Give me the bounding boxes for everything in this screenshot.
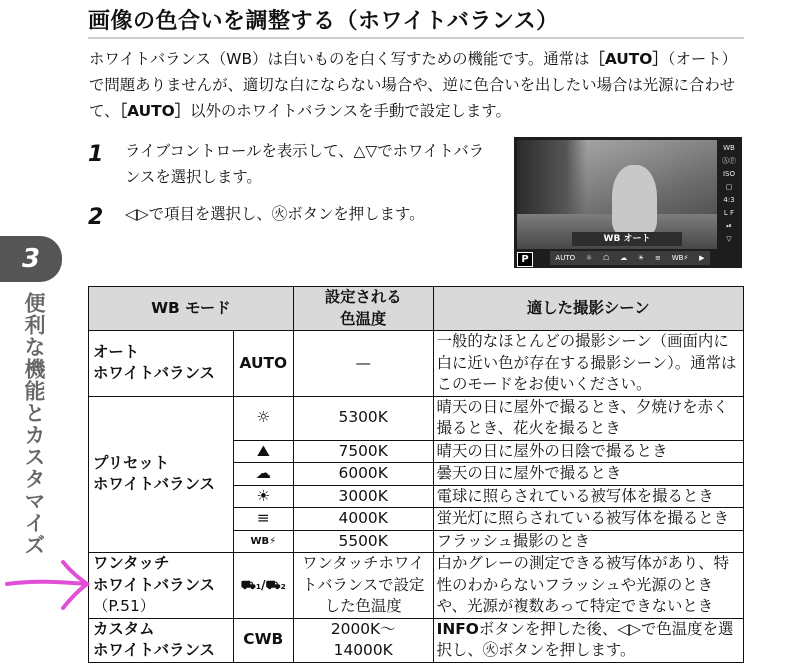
camera-icon: ⒶⒻ (722, 157, 736, 165)
scene-cell: フラッシュ撮影のとき (433, 530, 743, 553)
camera-wb-caption: WB オート (572, 232, 682, 246)
sunny-icon: ☼ (233, 396, 293, 440)
shade-icon: ⛰ (233, 440, 293, 463)
mode-cell: カスタム ホワイトバランス (89, 618, 234, 662)
mode-abbr: AUTO (233, 331, 293, 397)
temp-cell: 6000K (293, 463, 433, 486)
intro-text-1: ホワイトバランス（WB）は白いものを白く写すための機能です。通常は (89, 50, 590, 68)
scene-cell: 晴天の日に屋外で撮るとき、夕焼けを赤く撮るとき、花火を撮るとき (433, 396, 743, 440)
wb-bar-item: ☖ (603, 254, 610, 262)
table-row (89, 396, 744, 440)
scene-text: ボタンを押した後、◁▷で色温度を選択し、㊋ボタンを押します。 (436, 619, 734, 659)
table-header-row (89, 287, 744, 331)
mode-cell (89, 553, 234, 619)
intro-text-3: 以外のホワイトバランスを手動で設定します。 (190, 102, 511, 120)
step-number: 2 (88, 205, 104, 230)
chapter-label: 便利な機能とカスタマイズ (22, 292, 46, 556)
scene-cell: 一般的なほとんどの撮影シーン（画面内に白に近い色が存在する撮影シーン）。通常はこのモードをお使いください。 (433, 331, 743, 397)
scene-cell: 電球に照らされている被写体を撮るとき (433, 485, 743, 508)
temp-cell: ワンタッチホワイトバランスで設定した色温度 (293, 553, 433, 619)
mode-name: ワンタッチ ホワイトバランス (93, 554, 215, 594)
table-row (89, 618, 744, 662)
tungsten-icon: ☀ (233, 485, 293, 508)
mode-cell: プリセット ホワイトバランス (89, 396, 234, 553)
cloudy-icon: ☁ (233, 463, 293, 486)
temp-cell: 4000K (293, 508, 433, 531)
intro-paragraph (89, 46, 749, 124)
step-text: ◁▷で項目を選択し、㊋ボタンを押します。 (125, 205, 425, 223)
camera-right-icons (720, 143, 738, 253)
wb-bar-item: ≡ (655, 254, 661, 262)
wb-bar-item: ☀ (637, 254, 645, 262)
scene-cell: 晴天の日に屋外の日陰で撮るとき (433, 440, 743, 463)
camera-icon: WB (723, 144, 735, 152)
chapter-tab: 3 (0, 236, 62, 282)
header-wb-mode: WB モード (89, 287, 294, 331)
title-rule (88, 37, 744, 39)
page-title: 画像の色合いを調整する（ホワイトバランス） (88, 9, 559, 34)
wb-bar-item: ▶ (699, 254, 705, 262)
step-number: 1 (88, 142, 104, 167)
fluorescent-icon: ≡ (233, 508, 293, 531)
wb-bar-item: ☁ (620, 254, 628, 262)
pointer-arrow-icon (5, 558, 90, 610)
temp-cell: 2000K～ 14000K (293, 618, 433, 662)
mode-abbr: CWB (233, 618, 293, 662)
info-label: INFO (436, 619, 479, 638)
temp-cell: — (293, 331, 433, 397)
header-color-temp: 設定される 色温度 (293, 287, 433, 331)
one-touch-wb-icon: ⛟₁/⛟₂ (233, 553, 293, 619)
temp-cell: 5300K (293, 396, 433, 440)
wb-mode-table (88, 286, 744, 663)
header-scene: 適した撮影シーン (433, 287, 743, 331)
wb-bar-item: WB⚡ (671, 254, 689, 262)
temp-cell: 5500K (293, 530, 433, 553)
camera-mode-indicator: P (517, 252, 533, 267)
intro-text-2: （オート）で問題ありませんが、適切な白にならない場合や、逆に色合いを出したい場合は光源に合わせて、 (89, 50, 738, 120)
wb-bar-item: AUTO (555, 254, 576, 262)
flash-wb-icon: WB⚡ (233, 530, 293, 553)
camera-icon: ISO (722, 170, 736, 178)
camera-icon: ▽ (726, 235, 732, 243)
camera-screen-illustration (514, 137, 742, 268)
intro-auto-1: ［AUTO］ (589, 50, 668, 68)
table-row (89, 553, 744, 619)
scene-cell (433, 618, 743, 662)
mode-cell: オート ホワイトバランス (89, 331, 234, 397)
wb-bar-item: ☼ (585, 254, 593, 262)
camera-icon: ⏯ (726, 222, 732, 230)
camera-icon: 4:3 (723, 196, 735, 204)
temp-cell: 3000K (293, 485, 433, 508)
intro-auto-2: ［AUTO］ (119, 102, 191, 120)
camera-icon: ▢ (725, 183, 733, 191)
scene-cell: 曇天の日に屋外で撮るとき (433, 463, 743, 486)
page-ref: （P.51） (93, 597, 156, 615)
step-text: ライブコントロールを表示して、△▽でホワイトバランスを選択します。 (125, 142, 485, 186)
camera-wb-bar (550, 251, 710, 265)
scene-cell: 白かグレーの測定できる被写体があり、特性のわからないフラッシュや光源のときや、光源が複数あって特定できないとき (433, 553, 743, 619)
temp-cell: 7500K (293, 440, 433, 463)
scene-cell: 蛍光灯に照らされている被写体を撮るとき (433, 508, 743, 531)
table-row (89, 331, 744, 397)
camera-icon: L F (723, 209, 735, 217)
